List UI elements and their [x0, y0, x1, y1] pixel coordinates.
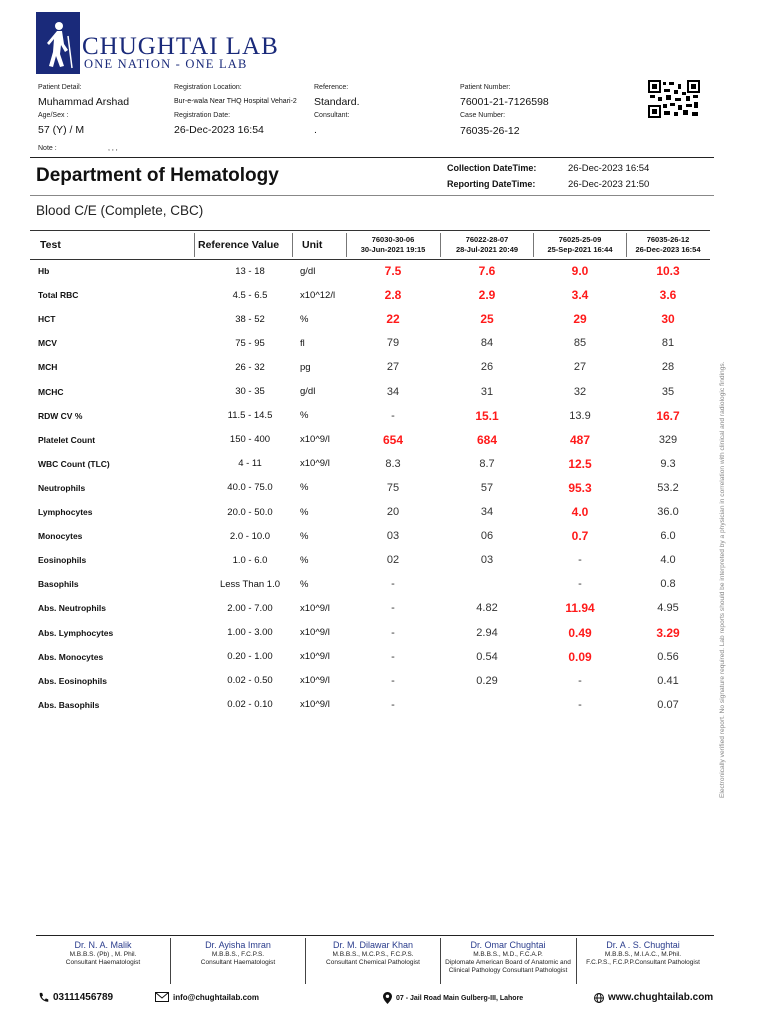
- result: 02: [386, 554, 400, 567]
- unit: %: [300, 578, 309, 590]
- reporting-value: 26-Dec-2023 21:50: [568, 179, 650, 190]
- result: 6.0: [660, 530, 676, 543]
- consultant-value: .: [314, 124, 317, 136]
- unit: x10^12/l: [300, 289, 336, 301]
- result: 31: [480, 385, 494, 398]
- case-id: 76035-26-12: [646, 235, 690, 244]
- result: 4.0: [660, 554, 676, 567]
- result: 57: [480, 481, 494, 494]
- result: -: [391, 650, 395, 663]
- abnormal-result: 487: [569, 432, 591, 447]
- doctor-name: Dr. N. A. Malik: [74, 940, 132, 950]
- abnormal-result: 0.7: [571, 529, 589, 544]
- test-name: Lymphocytes: [38, 507, 93, 517]
- email-address: info@chughtailab.com: [173, 992, 260, 1002]
- lab-name: CHUGHTAI LAB: [82, 33, 279, 60]
- case-number: 76035-26-12: [460, 125, 520, 137]
- result: 8.7: [479, 457, 495, 470]
- result: -: [578, 578, 582, 591]
- test-name: Neutrophils: [38, 482, 86, 493]
- result: 84: [480, 337, 494, 350]
- abnormal-result: 2.9: [478, 288, 496, 303]
- note-label: Note :: [38, 145, 57, 152]
- result: -: [391, 674, 395, 687]
- result: 27: [573, 361, 587, 374]
- abnormal-result: 30: [661, 312, 675, 327]
- header-case-2: [442, 231, 532, 259]
- unit: x10^9/l: [300, 627, 330, 638]
- case-number-label: Case Number:: [460, 112, 506, 119]
- result: 0.56: [657, 650, 679, 663]
- reference-value: 150 - 400: [229, 434, 271, 446]
- result: [442, 693, 532, 717]
- test-name: Hb: [38, 266, 50, 276]
- case-date: 26-Dec-2023 16:54: [635, 245, 701, 254]
- header-case-4: [626, 231, 710, 259]
- table-row: [30, 693, 710, 717]
- abnormal-result: 0.09: [568, 649, 592, 664]
- result: -: [391, 578, 395, 591]
- result: 34: [386, 385, 400, 398]
- result: 06: [480, 530, 494, 543]
- test-name: MCV: [38, 338, 57, 349]
- test-name: Abs. Lymphocytes: [38, 627, 114, 638]
- reference-value: 20.0 - 50.0: [227, 506, 273, 518]
- doctor-quals: M.B.B.S. (Pb) , M. Phil.: [69, 951, 137, 958]
- unit: %: [300, 554, 309, 566]
- footer-website[interactable]: [594, 992, 713, 1003]
- case-id: 76030-30-06: [371, 235, 415, 244]
- test-name: Abs. Basophils: [38, 699, 100, 710]
- test-name: Abs. Monocytes: [38, 651, 104, 662]
- dept-divider: [30, 195, 714, 196]
- abnormal-result: 3.6: [659, 288, 677, 303]
- abnormal-result: 11.94: [565, 601, 595, 616]
- test-title: Blood C/E (Complete, CBC): [36, 203, 204, 218]
- phone-icon: [38, 992, 49, 1003]
- case-date: 25-Sep-2021 16:44: [547, 245, 613, 254]
- doctor-title: Consultant Chemical Pathologist: [326, 959, 420, 966]
- result: 20: [386, 506, 400, 518]
- table-row: [30, 307, 710, 331]
- table-row: [30, 500, 710, 524]
- table-row: [30, 596, 710, 620]
- result: 8.3: [385, 457, 401, 470]
- walking-man-icon: [38, 14, 78, 72]
- result: 36.0: [657, 506, 679, 518]
- result: -: [391, 409, 395, 422]
- result: 75: [386, 481, 400, 494]
- result: 85: [573, 337, 587, 350]
- abnormal-result: 29: [573, 312, 587, 327]
- patient-agesex: 57 (Y) / M: [38, 124, 85, 136]
- col-divider: [440, 233, 441, 257]
- abnormal-result: 0.49: [568, 625, 592, 640]
- regdate-label: Registration Date:: [174, 112, 231, 119]
- table-row: [30, 524, 710, 548]
- header-case-1: [348, 231, 438, 259]
- abnormal-result: 22: [386, 312, 400, 327]
- reference-value: 40.0 - 75.0: [227, 482, 273, 494]
- table-row: [30, 283, 710, 307]
- reference-value: 30 - 35: [235, 386, 265, 397]
- table-row: [30, 428, 710, 452]
- address-text: 07 - Jail Road Main Gulberg-III, Lahore: [396, 994, 524, 1002]
- doctor-2: [171, 940, 305, 984]
- email-icon: [155, 992, 169, 1002]
- result: -: [578, 698, 582, 711]
- test-name: Total RBC: [38, 290, 79, 301]
- table-row: [30, 259, 710, 283]
- note-value: , , ,: [108, 145, 118, 152]
- reference-value: 2.0 - 10.0: [229, 530, 271, 542]
- unit: %: [300, 410, 309, 422]
- reference-value: 1.00 - 3.00: [227, 627, 273, 638]
- reference-value: 0.02 - 0.50: [227, 675, 273, 687]
- table-row: [30, 476, 710, 500]
- col-divider: [533, 233, 534, 257]
- reference-value: 1.0 - 6.0: [232, 554, 268, 566]
- reference-value: 75 - 95: [235, 337, 265, 349]
- abnormal-result: 7.5: [384, 264, 402, 278]
- reference-value: 4.5 - 6.5: [232, 289, 268, 301]
- reference-label: Reference:: [314, 84, 349, 91]
- table-row: [30, 621, 710, 645]
- doctor-title: Consultant Haematologist: [200, 959, 276, 966]
- result: 2.94: [476, 626, 498, 639]
- abnormal-result: 10.3: [656, 264, 680, 278]
- reference-value: 26 - 32: [235, 361, 265, 373]
- table-row: [30, 452, 710, 476]
- patient-name: Muhammad Arshad: [38, 96, 130, 108]
- unit: x10^9/l: [300, 699, 330, 711]
- abnormal-result: 684: [476, 432, 498, 447]
- result: 03: [480, 554, 494, 567]
- unit: x10^9/l: [300, 434, 330, 446]
- result: 4.95: [657, 602, 679, 615]
- unit: x10^9/l: [300, 675, 330, 687]
- abnormal-result: 3.29: [656, 625, 680, 640]
- result: 0.29: [476, 674, 498, 687]
- test-name: HCT: [38, 314, 56, 325]
- reference-value: 0.20 - 1.00: [227, 651, 273, 663]
- table-row: [30, 669, 710, 693]
- abnormal-result: 12.5: [568, 456, 592, 471]
- table-row: [30, 355, 710, 379]
- unit: %: [300, 530, 309, 542]
- table-row: [30, 331, 710, 355]
- reporting-label: Reporting DateTime:: [447, 179, 536, 189]
- unit: %: [300, 506, 309, 518]
- result: 32: [573, 385, 587, 398]
- results-table-header: [30, 230, 710, 260]
- abnormal-result: 7.6: [478, 264, 496, 278]
- header-reference: Reference Value: [198, 239, 280, 251]
- doctor-quals: M.B.B.S., M.D., F.C.A.P.: [473, 951, 543, 958]
- result: 28: [661, 361, 675, 374]
- table-row: [30, 645, 710, 669]
- result: 35: [661, 385, 675, 398]
- doctor-quals: M.B.B.S., M.C.P.S., F.C.P.S.: [332, 951, 414, 958]
- doctor-title: Diplomate American Board of Anatomic and Clinical Pathology Consultant Pathologist: [445, 959, 571, 974]
- reference-value: 0.02 - 0.10: [227, 699, 273, 711]
- test-name: Abs. Neutrophils: [38, 603, 107, 614]
- doctor-4: [440, 940, 576, 984]
- collection-label: Collection DateTime:: [447, 163, 537, 173]
- result: 0.8: [660, 578, 676, 591]
- abnormal-result: 4.0: [571, 505, 589, 519]
- doctor-name: Dr. Ayisha Imran: [205, 940, 271, 950]
- verification-note-text: Electronically verified report. No signature required. Lab reports should be interpreted by a physician in correlation with clinical and radiologic findings.: [719, 361, 726, 798]
- result: 13.9: [569, 409, 591, 422]
- result: -: [391, 602, 395, 615]
- unit: pg: [300, 361, 311, 373]
- test-name: Monocytes: [38, 531, 83, 542]
- lab-logo-mark: [36, 12, 80, 74]
- phone-number: 03111456789: [53, 992, 114, 1003]
- unit: g/dl: [300, 386, 316, 397]
- reference-value: Standard.: [314, 96, 360, 108]
- department-title: Department of Hematology: [36, 165, 279, 186]
- unit: %: [300, 482, 309, 494]
- abnormal-result: 25: [480, 312, 494, 327]
- patient-detail-label: Patient Detail:: [38, 84, 82, 91]
- test-name: Platelet Count: [38, 434, 96, 445]
- case-id: 76022-28-07: [465, 235, 509, 244]
- location-pin-icon: [383, 992, 392, 1004]
- unit: x10^9/l: [300, 602, 330, 614]
- result: 79: [386, 337, 400, 350]
- result: 0.07: [657, 698, 679, 711]
- unit: g/dl: [300, 265, 316, 277]
- test-name: Abs. Eosinophils: [38, 675, 107, 686]
- result: [442, 572, 532, 596]
- col-divider: [194, 233, 195, 257]
- result: 0.41: [657, 674, 679, 687]
- col-divider: [346, 233, 347, 257]
- case-date: 28-Jul-2021 20:49: [455, 245, 519, 254]
- header-case-3: [535, 231, 625, 259]
- doctor-quals: M.B.B.S., M.I.A.C., M.Phil.: [604, 951, 682, 958]
- lab-tagline: ONE NATION - ONE LAB: [84, 57, 248, 71]
- doctor-name: Dr. Omar Chughtai: [470, 940, 546, 950]
- header-divider: [30, 157, 714, 158]
- result: 329: [658, 433, 678, 446]
- result: -: [391, 626, 395, 639]
- result: 27: [386, 361, 400, 374]
- verification-note: [712, 278, 732, 798]
- doctor-title: Consultant Haematologist: [65, 959, 141, 966]
- test-name: MCHC: [38, 386, 64, 397]
- reference-value: 11.5 - 14.5: [227, 410, 273, 422]
- test-name: MCH: [38, 362, 58, 373]
- unit: x10^9/l: [300, 458, 330, 470]
- result: -: [391, 698, 395, 711]
- consultant-label: Consultant:: [314, 112, 350, 119]
- unit: x10^9/l: [300, 651, 330, 663]
- doctor-5: [576, 940, 710, 984]
- patient-number-label: Patient Number:: [460, 84, 511, 91]
- result: 26: [480, 361, 494, 374]
- reference-value: Less Than 1.0: [219, 578, 281, 590]
- reference-value: 4 - 11: [238, 458, 262, 470]
- unit: %: [300, 313, 309, 325]
- regloc-label: Registration Location:: [174, 84, 242, 91]
- case-id: 76025-25-09: [558, 235, 602, 244]
- doctor-1: [36, 940, 170, 984]
- patient-number: 76001-21-7126598: [460, 96, 549, 108]
- table-row: [30, 548, 710, 572]
- test-name: Basophils: [38, 579, 79, 590]
- doctor-name: Dr. A . S. Chughtai: [606, 940, 680, 950]
- result: 4.82: [476, 602, 498, 615]
- abnormal-result: 95.3: [568, 480, 592, 495]
- header-unit: Unit: [302, 239, 323, 251]
- abnormal-result: 15.1: [475, 408, 499, 423]
- regloc-value: Bur-e-wala Near THQ Hospital Vehari-2: [174, 98, 297, 105]
- test-name: Eosinophils: [38, 555, 87, 566]
- table-row: [30, 404, 710, 428]
- result: -: [578, 674, 582, 687]
- abnormal-result: 3.4: [571, 288, 589, 303]
- regdate-value: 26-Dec-2023 16:54: [174, 124, 264, 136]
- globe-icon: [594, 993, 604, 1003]
- doctor-title: F.C.P.S., F.C.P.P.Consultant Pathologist: [586, 959, 700, 966]
- abnormal-result: 9.0: [571, 264, 589, 278]
- doctor-quals: M.B.B.S., F.C.P.S.: [211, 951, 265, 958]
- result: 9.3: [660, 457, 676, 470]
- reference-value: 13 - 18: [235, 265, 265, 277]
- result: 03: [386, 530, 400, 543]
- test-name: WBC Count (TLC): [38, 458, 110, 469]
- col-divider: [292, 233, 293, 257]
- result: 53.2: [657, 481, 679, 494]
- doctor-name: Dr. M. Dilawar Khan: [332, 940, 414, 950]
- footer-divider: [36, 935, 714, 936]
- abnormal-result: 16.7: [656, 408, 680, 423]
- result: -: [578, 554, 582, 567]
- doctor-3: [306, 940, 440, 984]
- abnormal-result: 654: [382, 432, 404, 447]
- reference-value: 2.00 - 7.00: [227, 602, 273, 614]
- header-test: Test: [40, 239, 61, 251]
- reference-value: 38 - 52: [235, 313, 265, 325]
- case-date: 30-Jun-2021 19:15: [360, 245, 426, 254]
- abnormal-result: 2.8: [384, 288, 402, 303]
- qr-code-icon: [648, 80, 700, 118]
- unit: fl: [300, 337, 305, 349]
- footer-phone[interactable]: [38, 992, 113, 1003]
- result: 34: [480, 506, 494, 518]
- test-name: RDW CV %: [38, 410, 83, 421]
- collection-value: 26-Dec-2023 16:54: [568, 163, 650, 174]
- result: 81: [661, 337, 675, 350]
- agesex-label: Age/Sex :: [38, 112, 69, 119]
- website-url: www.chughtailab.com: [608, 992, 714, 1003]
- result: 0.54: [476, 650, 498, 663]
- footer-email[interactable]: [155, 992, 259, 1002]
- table-row: [30, 572, 710, 596]
- footer-address: [383, 992, 523, 1004]
- table-row: [30, 380, 710, 404]
